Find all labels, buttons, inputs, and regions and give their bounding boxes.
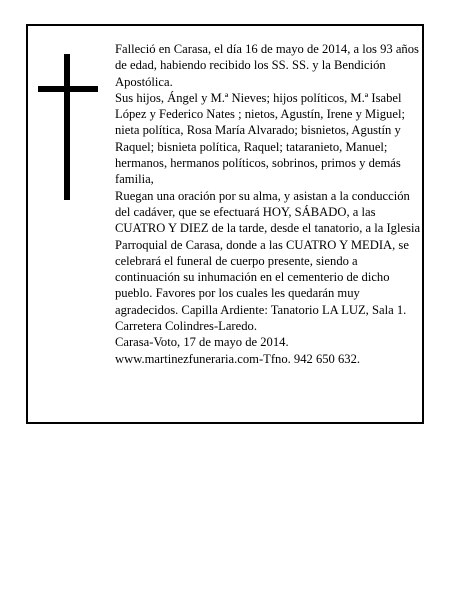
place-and-date: Carasa-Voto, 17 de mayo de 2014. xyxy=(115,335,289,350)
cross-horizontal-bar xyxy=(38,86,98,92)
cross-vertical-bar xyxy=(64,54,70,200)
cross-icon xyxy=(38,54,98,200)
death-announcement: Falleció en Carasa, el día 16 de mayo de 2014, a los 93 años de edad, habiendo recibido los SS. SS. y la Bendición Apostólica. xyxy=(115,42,419,89)
notice-text xyxy=(115,41,423,367)
funeral-details: Ruegan una oración por su alma, y asistan a la conducción del cadáver, que se efectuará HOY, SÁBADO, a las CUATRO Y DIEZ de la tarde, desde el tanatorio, a la Iglesia Parroquial de Carasa, donde a las CUATRO Y MEDIA, se celebrará el funeral de cuerpo presente, siendo a continuación su inhumación en el cementerio de dicho pueblo. Favores por los cuales les quedarán muy agradecidos. Capilla Ardiente: Tanatorio LA LUZ, Sala 1. Carretera Colindres-Laredo. xyxy=(115,188,421,334)
funeral-home-contact: www.martinezfuneraria.com-Tfno. 942 650 632. xyxy=(115,351,361,366)
family-list: Sus hijos, Ángel y M.ª Nieves; hijos políticos, M.ª Isabel López y Federico Nates ; nietos, Agustín, Irene y Miguel; nieta política, Rosa María Alvarado; bisnietos, Agustín y Raquel; bisnieta política, Raquel; tataranieto, Manuel; hermanos, hermanos políticos, sobrinos, primos y demás familia, xyxy=(115,90,405,187)
obituary-notice xyxy=(26,24,424,424)
